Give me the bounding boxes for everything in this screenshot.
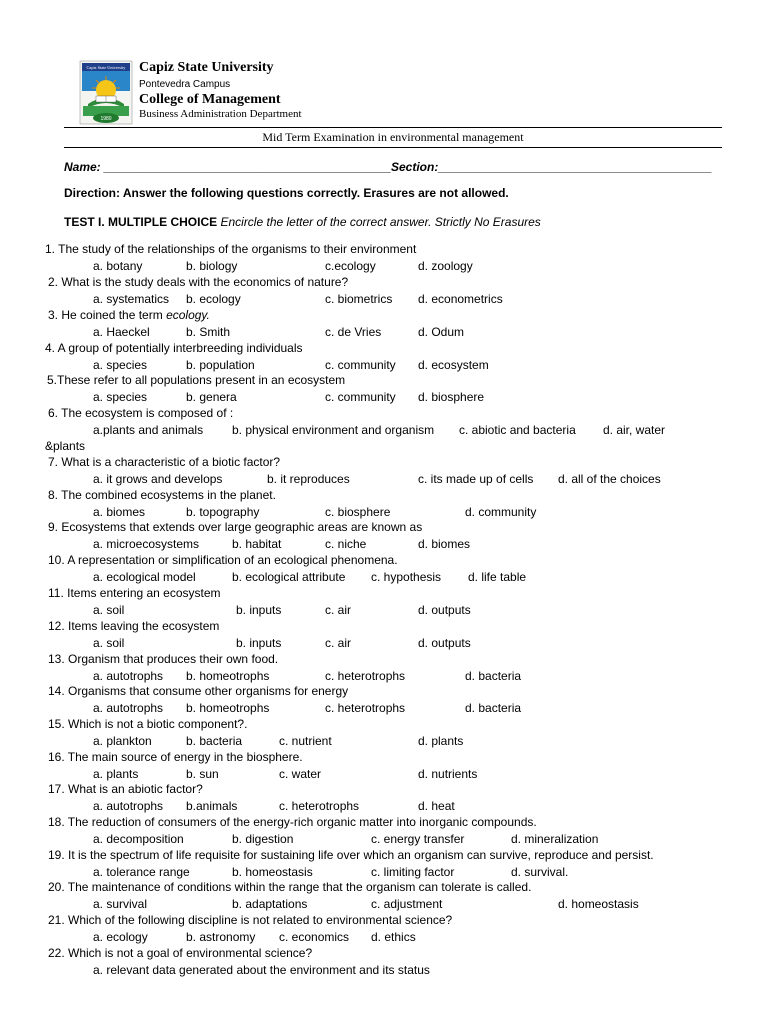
option-d[interactable]: d. air, water bbox=[603, 422, 666, 437]
question-5 bbox=[0, 372, 768, 388]
question-text: 2. What is the study deals with the economics of nature? bbox=[48, 275, 349, 289]
option-c[interactable]: c. hypothesis bbox=[371, 569, 442, 584]
option-b[interactable]: b. bacteria bbox=[186, 733, 243, 748]
question-text: 6. The ecosystem is composed of : bbox=[48, 406, 234, 420]
test-instruction: Encircle the letter of the correct answer. Strictly No Erasures bbox=[220, 215, 541, 229]
option-d-continued: &plants bbox=[45, 439, 86, 453]
option-b[interactable]: b. physical environment and organism bbox=[232, 422, 435, 437]
options-row-12 bbox=[0, 635, 768, 651]
options-row-14 bbox=[0, 700, 768, 716]
options-row-8 bbox=[0, 504, 768, 520]
question-text: 11. Items entering an ecosystem bbox=[48, 586, 221, 600]
question-text: 20. The maintenance of conditions within the range that the organism can tolerate is called. bbox=[48, 880, 532, 894]
option-d[interactable]: d. Odum bbox=[418, 324, 465, 339]
options-row-18 bbox=[0, 831, 768, 847]
option-c[interactable]: c. heterotrophs bbox=[325, 668, 406, 683]
question-8 bbox=[0, 487, 768, 503]
question-12 bbox=[0, 618, 768, 634]
option-b[interactable]: b. astronomy bbox=[186, 929, 256, 944]
question-text: 8. The combined ecosystems in the planet. bbox=[48, 488, 276, 502]
option-d[interactable]: d. econometrics bbox=[418, 291, 503, 306]
options-row-10 bbox=[0, 569, 768, 585]
option-a[interactable]: a. Haeckel bbox=[93, 324, 150, 339]
question-20 bbox=[0, 879, 768, 895]
option-d[interactable]: d. zoology bbox=[418, 258, 473, 273]
options-row-3 bbox=[0, 324, 768, 340]
header-divider-top bbox=[64, 127, 722, 128]
question-19 bbox=[0, 847, 768, 863]
option-a[interactable]: a. species bbox=[93, 389, 148, 404]
department-name: Business Administration Department bbox=[139, 108, 302, 120]
option-c[interactable]: c. air bbox=[325, 635, 352, 650]
question-13 bbox=[0, 651, 768, 667]
question-18 bbox=[0, 814, 768, 830]
option-c[interactable]: c. heterotrophs bbox=[279, 798, 360, 813]
question-text: 10. A representation or simplification of an ecological phenomena. bbox=[48, 553, 398, 567]
name-section-line: Name: ___________________________________________Section:_________________________________________ bbox=[64, 160, 712, 174]
option-a[interactable]: a. autotrophs bbox=[93, 798, 164, 813]
exam-title: Mid Term Examination in environmental management bbox=[262, 130, 524, 144]
options-row-11 bbox=[0, 602, 768, 618]
option-a[interactable]: a. autotrophs bbox=[93, 668, 164, 683]
option-b[interactable]: b. biology bbox=[186, 258, 238, 273]
question-text: 9. Ecosystems that extends over large geographic areas are known as bbox=[48, 520, 423, 534]
option-a[interactable]: a. it grows and develops bbox=[93, 471, 223, 486]
options-row-15 bbox=[0, 733, 768, 749]
options-row-20 bbox=[0, 896, 768, 912]
option-c[interactable]: c.ecology bbox=[325, 258, 376, 273]
options-row-17 bbox=[0, 798, 768, 814]
option-a[interactable]: a. soil bbox=[93, 635, 125, 650]
question-4 bbox=[0, 340, 768, 356]
option-a[interactable]: a. autotrophs bbox=[93, 700, 164, 715]
option-c[interactable]: c. limiting factor bbox=[371, 864, 455, 879]
question-text: 7. What is a characteristic of a biotic factor? bbox=[48, 455, 281, 469]
options-row-2 bbox=[0, 291, 768, 307]
question-2 bbox=[0, 274, 768, 290]
options-row-6 bbox=[0, 422, 768, 438]
option-b[interactable]: b. it reproduces bbox=[267, 471, 350, 486]
option-c[interactable]: c. niche bbox=[325, 536, 367, 551]
option-a[interactable]: a. ecology bbox=[93, 929, 148, 944]
options-row-22 bbox=[0, 962, 768, 978]
options-row-7 bbox=[0, 471, 768, 487]
option-d[interactable]: d. nutrients bbox=[418, 766, 478, 781]
university-name: Capiz State University bbox=[139, 60, 274, 75]
question-text: 15. Which is not a biotic component?. bbox=[48, 717, 248, 731]
option-c[interactable]: c. energy transfer bbox=[371, 831, 465, 846]
option-b[interactable]: b. homeotrophs bbox=[186, 668, 270, 683]
options-row-21 bbox=[0, 929, 768, 945]
option-b[interactable]: b. inputs bbox=[236, 635, 282, 650]
option-c[interactable]: c. air bbox=[325, 602, 352, 617]
options-row-19 bbox=[0, 864, 768, 880]
option-b[interactable]: b. habitat bbox=[232, 536, 282, 551]
question-21 bbox=[0, 912, 768, 928]
option-c[interactable]: c. community bbox=[325, 357, 396, 372]
option-c[interactable]: c. nutrient bbox=[279, 733, 332, 748]
option-c[interactable]: c. adjustment bbox=[371, 896, 443, 911]
campus-name: Pontevedra Campus bbox=[139, 79, 231, 90]
option-b[interactable]: b. adaptations bbox=[232, 896, 308, 911]
option-c[interactable]: c. abiotic and bacteria bbox=[459, 422, 576, 437]
test-heading bbox=[64, 215, 541, 229]
option-a[interactable]: a. species bbox=[93, 357, 148, 372]
option-a[interactable]: a. plants bbox=[93, 766, 139, 781]
option-a[interactable]: a. plankton bbox=[93, 733, 152, 748]
question-italic-term: ecology. bbox=[166, 308, 210, 322]
options-row-13 bbox=[0, 668, 768, 684]
question-text: 19. It is the spectrum of life requisite for sustaining life over which an organism can survive, reproduce and persist. bbox=[48, 848, 654, 862]
option-c[interactable]: c. economics bbox=[279, 929, 350, 944]
option-b[interactable]: b. Smith bbox=[186, 324, 231, 339]
option-c[interactable]: c. its made up of cells bbox=[418, 471, 534, 486]
option-d[interactable]: d. biosphere bbox=[418, 389, 485, 404]
option-a[interactable]: a. soil bbox=[93, 602, 125, 617]
question-22 bbox=[0, 945, 768, 961]
question-text: 4. A group of potentially interbreeding individuals bbox=[45, 341, 303, 355]
option-d[interactable]: d. biomes bbox=[418, 536, 471, 551]
options-row-16 bbox=[0, 766, 768, 782]
option-c[interactable]: c. biometrics bbox=[325, 291, 393, 306]
option-d[interactable]: d. bacteria bbox=[465, 700, 522, 715]
option-a[interactable]: a.plants and animals bbox=[93, 422, 204, 437]
question-text: 16. The main source of energy in the biosphere. bbox=[48, 750, 303, 764]
question-text: 18. The reduction of consumers of the energy-rich organic matter into inorganic compounds. bbox=[48, 815, 537, 829]
question-text: 17. What is an abiotic factor? bbox=[48, 782, 203, 796]
option-c[interactable]: c. heterotrophs bbox=[325, 700, 406, 715]
option-b[interactable]: b. homeotrophs bbox=[186, 700, 270, 715]
question-3 bbox=[0, 307, 768, 323]
option-c[interactable]: c. water bbox=[279, 766, 322, 781]
logo-text: Capiz State University bbox=[86, 65, 126, 70]
option-b[interactable]: b.animals bbox=[186, 798, 238, 813]
question-text: 21. Which of the following discipline is not related to environmental science? bbox=[48, 913, 453, 927]
question-7 bbox=[0, 454, 768, 470]
option-c[interactable]: c. community bbox=[325, 389, 396, 404]
question-6 bbox=[0, 405, 768, 421]
option-d[interactable]: d. homeostasis bbox=[558, 896, 639, 911]
option-a[interactable]: a. botany bbox=[93, 258, 143, 273]
direction-text: Direction: Answer the following questions correctly. Erasures are not allowed. bbox=[64, 186, 509, 200]
options-row-5 bbox=[0, 389, 768, 405]
question-17 bbox=[0, 781, 768, 797]
option-b[interactable]: b. topography bbox=[186, 504, 260, 519]
option-a[interactable]: a. microecosystems bbox=[93, 536, 200, 551]
college-name: College of Management bbox=[139, 92, 281, 107]
options-wrap-6 bbox=[0, 438, 768, 454]
option-d[interactable]: d. ecosystem bbox=[418, 357, 489, 372]
option-d[interactable]: d. survival. bbox=[511, 864, 569, 879]
option-b[interactable]: b. genera bbox=[186, 389, 237, 404]
option-b[interactable]: b. ecological attribute bbox=[232, 569, 346, 584]
question-text: 1. The study of the relationships of the organisms to their environment bbox=[45, 242, 417, 256]
question-text: 22. Which is not a goal of environmental science? bbox=[48, 946, 313, 960]
option-d[interactable]: d. heat bbox=[418, 798, 455, 813]
option-d[interactable]: d. life table bbox=[468, 569, 527, 584]
option-d[interactable]: d. all of the choices bbox=[558, 471, 661, 486]
option-a[interactable]: a. ecological model bbox=[93, 569, 196, 584]
question-1 bbox=[0, 241, 768, 257]
option-b[interactable]: b. inputs bbox=[236, 602, 282, 617]
question-15 bbox=[0, 716, 768, 732]
question-text: 12. Items leaving the ecosystem bbox=[48, 619, 220, 633]
option-a[interactable]: a. systematics bbox=[93, 291, 170, 306]
options-row-9 bbox=[0, 536, 768, 552]
question-text: 3. He coined the term ecology. bbox=[48, 308, 210, 322]
option-b[interactable]: b. homeostasis bbox=[232, 864, 313, 879]
question-text: 14. Organisms that consume other organisms for energy bbox=[48, 684, 349, 698]
option-a[interactable]: a. survival bbox=[93, 896, 148, 911]
option-b[interactable]: b. population bbox=[186, 357, 255, 372]
option-d[interactable]: d. plants bbox=[418, 733, 464, 748]
option-d[interactable]: d. mineralization bbox=[511, 831, 599, 846]
option-b[interactable]: b. sun bbox=[186, 766, 219, 781]
option-a[interactable]: a. tolerance range bbox=[93, 864, 190, 879]
options-row-4 bbox=[0, 357, 768, 373]
question-14 bbox=[0, 683, 768, 699]
question-text: 5.These refer to all populations present in an ecosystem bbox=[47, 373, 346, 387]
question-9 bbox=[0, 519, 768, 535]
option-d[interactable]: d. outputs bbox=[418, 602, 471, 617]
option-d[interactable]: d. bacteria bbox=[465, 668, 522, 683]
university-logo bbox=[79, 60, 133, 125]
option-b[interactable]: b. ecology bbox=[186, 291, 241, 306]
test-label: TEST I. MULTIPLE CHOICE bbox=[64, 215, 218, 229]
option-d[interactable]: d. ethics bbox=[371, 929, 416, 944]
option-a[interactable]: a. relevant data generated about the environment and its status bbox=[93, 962, 430, 977]
option-b[interactable]: b. digestion bbox=[232, 831, 294, 846]
question-text: 13. Organism that produces their own food. bbox=[48, 652, 279, 666]
option-d[interactable]: d. outputs bbox=[418, 635, 471, 650]
option-a[interactable]: a. decomposition bbox=[93, 831, 184, 846]
option-c[interactable]: c. de Vries bbox=[325, 324, 382, 339]
logo-year: 1980 bbox=[100, 116, 112, 122]
question-10 bbox=[0, 552, 768, 568]
question-16 bbox=[0, 749, 768, 765]
header-divider-bottom bbox=[64, 147, 722, 148]
option-d[interactable]: d. community bbox=[465, 504, 537, 519]
option-c[interactable]: c. biosphere bbox=[325, 504, 391, 519]
question-11 bbox=[0, 585, 768, 601]
option-a[interactable]: a. biomes bbox=[93, 504, 146, 519]
options-row-1 bbox=[0, 258, 768, 274]
